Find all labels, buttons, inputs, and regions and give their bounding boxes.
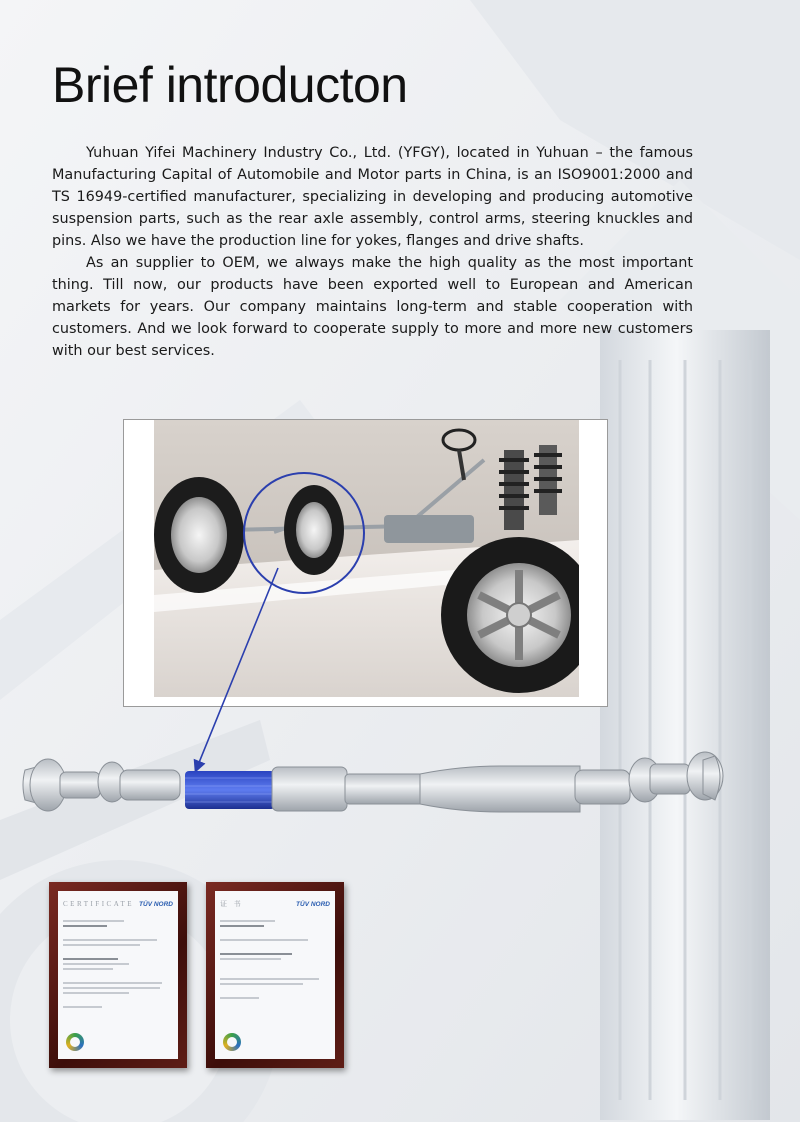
- tuv-nord-logo: TÜV NORD: [139, 900, 173, 908]
- suspension-display-photo: [154, 420, 579, 697]
- page-title: Brief introducton: [52, 57, 408, 113]
- tuv-nord-logo: TÜV NORD: [296, 900, 330, 908]
- certificate-title-2: 证 书: [220, 900, 244, 908]
- certificate-frame-2: [206, 882, 344, 1068]
- intro-paragraph-2: As an supplier to OEM, we always make the high quality as the most important thing. Till now, our products have been exported well to European and American markets for years. Our company maintains long-term and stable cooperation with customers. And we look forward to cooperate supply to more and more new customers with our best services.: [52, 255, 693, 359]
- suspension-photo-frame: [123, 419, 608, 707]
- certificate-seal-icon: [223, 1033, 241, 1051]
- certificate-paper-1: [58, 891, 178, 1059]
- certificate-frame-1: [49, 882, 187, 1068]
- certificate-title-1: CERTIFICATE: [63, 900, 135, 908]
- intro-text: [52, 142, 693, 362]
- certificate-paper-2: [215, 891, 335, 1059]
- certificate-seal-icon: [66, 1033, 84, 1051]
- intro-paragraph-1: Yuhuan Yifei Machinery Industry Co., Ltd. (YFGY), located in Yuhuan – the famous Manufacturing Capital of Automobile and Motor parts in China, is an ISO9001:2000 and TS 16949-certified manufacturer, specializing in developing and producing automotive suspension parts, such as the rear axle assembly, control arms, steering knuckles and pins. Also we have the production line for yokes, flanges and drive shafts.: [52, 145, 693, 249]
